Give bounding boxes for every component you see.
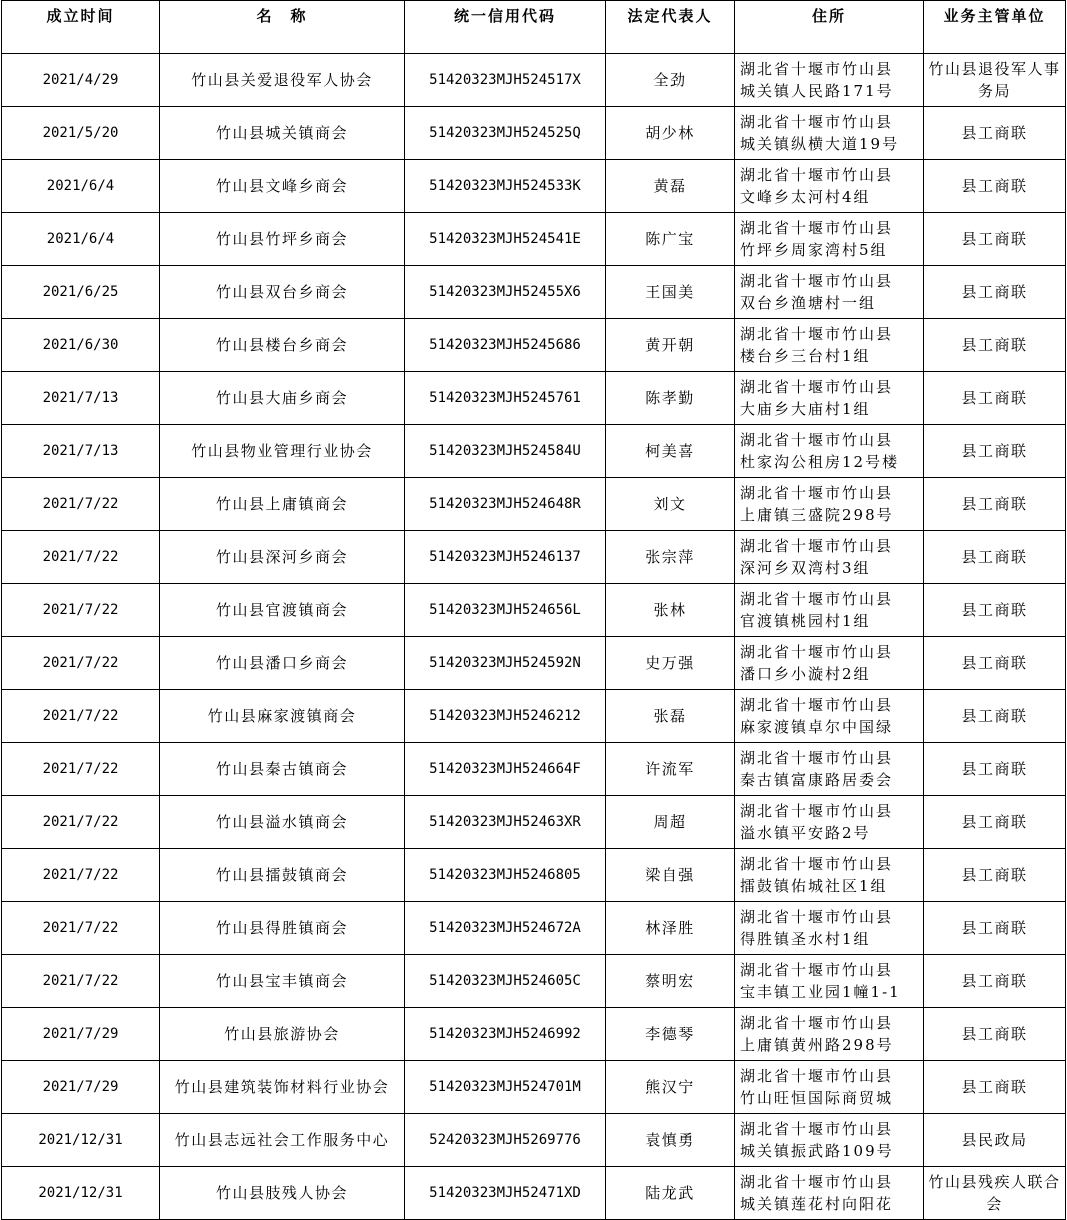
cell-name: 竹山县文峰乡商会 [160, 160, 405, 213]
address-line-2: 深河乡双湾村3组 [740, 559, 871, 577]
cell-name: 竹山县宝丰镇商会 [160, 955, 405, 1008]
cell-representative: 刘文 [606, 478, 735, 531]
cell-supervisor: 县工商联 [924, 531, 1066, 584]
cell-code: 51420323MJH5246805 [405, 849, 606, 902]
address-line-2: 秦古镇富康路居委会 [740, 771, 894, 789]
cell-code: 51420323MJH524541E [405, 213, 606, 266]
address-line-2: 楼台乡三台村1组 [740, 347, 871, 365]
cell-name: 竹山县关爱退役军人协会 [160, 54, 405, 107]
address-line-1: 湖北省十堰市竹山县 [740, 696, 894, 714]
cell-address [735, 1061, 924, 1114]
cell-code: 51420323MJH52455X6 [405, 266, 606, 319]
cell-name: 竹山县溢水镇商会 [160, 796, 405, 849]
cell-supervisor: 县工商联 [924, 1008, 1066, 1061]
address-line-2: 城关镇莲花村向阳花 [740, 1195, 894, 1213]
cell-supervisor: 县工商联 [924, 160, 1066, 213]
address-line-1: 湖北省十堰市竹山县 [740, 908, 894, 926]
table-row [2, 1167, 1066, 1220]
address-line-1: 湖北省十堰市竹山县 [740, 961, 894, 979]
cell-name: 竹山县竹坪乡商会 [160, 213, 405, 266]
cell-supervisor: 竹山县残疾人联合会 [924, 1167, 1066, 1220]
cell-name: 竹山县得胜镇商会 [160, 902, 405, 955]
header-supervisor: 业务主管单位 [924, 1, 1066, 54]
cell-date: 2021/12/31 [2, 1167, 160, 1220]
address-line-1: 湖北省十堰市竹山县 [740, 855, 894, 873]
table-row [2, 266, 1066, 319]
cell-code: 51420323MJH5246992 [405, 1008, 606, 1061]
table-row [2, 478, 1066, 531]
address-line-2: 杜家沟公租房12号楼 [740, 453, 900, 471]
cell-supervisor: 县工商联 [924, 372, 1066, 425]
cell-representative: 全劲 [606, 54, 735, 107]
cell-code: 51420323MJH524517X [405, 54, 606, 107]
address-line-1: 湖北省十堰市竹山县 [740, 325, 894, 343]
table-row [2, 584, 1066, 637]
address-line-2: 溢水镇平安路2号 [740, 824, 871, 842]
cell-representative: 王国美 [606, 266, 735, 319]
cell-date: 2021/5/20 [2, 107, 160, 160]
cell-representative: 蔡明宏 [606, 955, 735, 1008]
address-line-1: 湖北省十堰市竹山县 [740, 113, 894, 131]
table-row [2, 54, 1066, 107]
cell-code: 51420323MJH524664F [405, 743, 606, 796]
address-line-1: 湖北省十堰市竹山县 [740, 60, 894, 78]
header-address: 住所 [735, 1, 924, 54]
cell-code: 51420323MJH524605C [405, 955, 606, 1008]
table-row [2, 955, 1066, 1008]
address-line-1: 湖北省十堰市竹山县 [740, 378, 894, 396]
cell-code: 51420323MJH524592N [405, 637, 606, 690]
cell-representative: 李德琴 [606, 1008, 735, 1061]
registry-table [1, 0, 1066, 1220]
cell-name: 竹山县肢残人协会 [160, 1167, 405, 1220]
cell-address [735, 266, 924, 319]
cell-name: 竹山县官渡镇商会 [160, 584, 405, 637]
address-line-1: 湖北省十堰市竹山县 [740, 1120, 894, 1138]
table-row [2, 849, 1066, 902]
cell-date: 2021/6/30 [2, 319, 160, 372]
cell-code: 51420323MJH5246137 [405, 531, 606, 584]
cell-date: 2021/4/29 [2, 54, 160, 107]
cell-representative: 张磊 [606, 690, 735, 743]
cell-representative: 黄开朝 [606, 319, 735, 372]
address-line-2: 大庙乡大庙村1组 [740, 400, 871, 418]
table-row [2, 1114, 1066, 1167]
cell-supervisor: 县工商联 [924, 743, 1066, 796]
cell-date: 2021/12/31 [2, 1114, 160, 1167]
header-name: 名 称 [160, 1, 405, 54]
table-row [2, 160, 1066, 213]
address-line-1: 湖北省十堰市竹山县 [740, 1173, 894, 1191]
cell-code: 51420323MJH52463XR [405, 796, 606, 849]
cell-address [735, 531, 924, 584]
header-date: 成立时间 [2, 1, 160, 54]
cell-supervisor: 县工商联 [924, 107, 1066, 160]
cell-supervisor: 县工商联 [924, 690, 1066, 743]
cell-code: 51420323MJH52471XD [405, 1167, 606, 1220]
address-line-2: 麻家渡镇卓尔中国绿 [740, 718, 894, 736]
cell-name: 竹山县大庙乡商会 [160, 372, 405, 425]
cell-address [735, 690, 924, 743]
address-line-2: 城关镇纵横大道19号 [740, 135, 900, 153]
cell-address [735, 955, 924, 1008]
cell-address [735, 160, 924, 213]
cell-address [735, 425, 924, 478]
address-line-2: 竹坪乡周家湾村5组 [740, 241, 888, 259]
cell-supervisor: 县工商联 [924, 266, 1066, 319]
address-line-2: 文峰乡太河村4组 [740, 188, 871, 206]
cell-representative: 熊汉宁 [606, 1061, 735, 1114]
cell-address [735, 902, 924, 955]
cell-date: 2021/7/29 [2, 1008, 160, 1061]
address-line-2: 双台乡渔塘村一组 [740, 294, 877, 312]
table-row [2, 1061, 1066, 1114]
address-line-2: 官渡镇桃园村1组 [740, 612, 871, 630]
cell-name: 竹山县楼台乡商会 [160, 319, 405, 372]
table-row [2, 531, 1066, 584]
cell-supervisor: 县工商联 [924, 955, 1066, 1008]
table-row [2, 902, 1066, 955]
cell-representative: 黄磊 [606, 160, 735, 213]
table-row [2, 690, 1066, 743]
table-body [2, 54, 1066, 1220]
cell-address [735, 372, 924, 425]
cell-code: 51420323MJH5245761 [405, 372, 606, 425]
cell-name: 竹山县潘口乡商会 [160, 637, 405, 690]
cell-address [735, 319, 924, 372]
cell-code: 51420323MJH524656L [405, 584, 606, 637]
cell-representative: 柯美喜 [606, 425, 735, 478]
table-row [2, 425, 1066, 478]
cell-supervisor: 县工商联 [924, 319, 1066, 372]
cell-representative: 袁慎勇 [606, 1114, 735, 1167]
table-row [2, 319, 1066, 372]
cell-name: 竹山县上庸镇商会 [160, 478, 405, 531]
cell-name: 竹山县城关镇商会 [160, 107, 405, 160]
table-row [2, 372, 1066, 425]
cell-date: 2021/7/22 [2, 902, 160, 955]
cell-representative: 许流军 [606, 743, 735, 796]
table-row [2, 637, 1066, 690]
cell-name: 竹山县物业管理行业协会 [160, 425, 405, 478]
cell-supervisor: 县工商联 [924, 478, 1066, 531]
cell-date: 2021/7/22 [2, 531, 160, 584]
header-code: 统一信用代码 [405, 1, 606, 54]
cell-representative: 史万强 [606, 637, 735, 690]
cell-representative: 周超 [606, 796, 735, 849]
cell-address [735, 849, 924, 902]
cell-code: 51420323MJH524525Q [405, 107, 606, 160]
cell-date: 2021/7/22 [2, 637, 160, 690]
cell-supervisor: 县工商联 [924, 584, 1066, 637]
cell-supervisor: 县民政局 [924, 1114, 1066, 1167]
cell-representative: 陆龙武 [606, 1167, 735, 1220]
address-line-1: 湖北省十堰市竹山县 [740, 431, 894, 449]
address-line-1: 湖北省十堰市竹山县 [740, 590, 894, 608]
cell-address [735, 637, 924, 690]
cell-representative: 陈广宝 [606, 213, 735, 266]
cell-supervisor: 县工商联 [924, 637, 1066, 690]
cell-date: 2021/6/4 [2, 213, 160, 266]
cell-address [735, 1114, 924, 1167]
cell-date: 2021/7/13 [2, 425, 160, 478]
address-line-2: 潘口乡小漩村2组 [740, 665, 871, 683]
cell-date: 2021/7/22 [2, 690, 160, 743]
cell-supervisor: 竹山县退役军人事务局 [924, 54, 1066, 107]
address-line-1: 湖北省十堰市竹山县 [740, 166, 894, 184]
table-row [2, 796, 1066, 849]
table-row [2, 743, 1066, 796]
header-representative: 法定代表人 [606, 1, 735, 54]
cell-code: 51420323MJH524533K [405, 160, 606, 213]
address-line-1: 湖北省十堰市竹山县 [740, 1067, 894, 1085]
address-line-1: 湖北省十堰市竹山县 [740, 537, 894, 555]
cell-name: 竹山县旅游协会 [160, 1008, 405, 1061]
cell-name: 竹山县麻家渡镇商会 [160, 690, 405, 743]
cell-address [735, 478, 924, 531]
cell-representative: 张林 [606, 584, 735, 637]
cell-supervisor: 县工商联 [924, 213, 1066, 266]
cell-name: 竹山县建筑装饰材料行业协会 [160, 1061, 405, 1114]
cell-name: 竹山县志远社会工作服务中心 [160, 1114, 405, 1167]
address-line-1: 湖北省十堰市竹山县 [740, 802, 894, 820]
cell-representative: 陈孝勤 [606, 372, 735, 425]
cell-representative: 胡少林 [606, 107, 735, 160]
cell-date: 2021/7/13 [2, 372, 160, 425]
cell-code: 51420323MJH5245686 [405, 319, 606, 372]
table-row [2, 213, 1066, 266]
address-line-2: 城关镇人民路171号 [740, 82, 894, 100]
cell-code: 51420323MJH524701M [405, 1061, 606, 1114]
cell-representative: 梁自强 [606, 849, 735, 902]
cell-date: 2021/7/22 [2, 743, 160, 796]
cell-address [735, 1008, 924, 1061]
cell-address [735, 213, 924, 266]
cell-date: 2021/7/22 [2, 849, 160, 902]
cell-date: 2021/7/22 [2, 478, 160, 531]
cell-supervisor: 县工商联 [924, 1061, 1066, 1114]
cell-address [735, 796, 924, 849]
address-line-2: 擂鼓镇佑城社区1组 [740, 877, 888, 895]
table-row [2, 1008, 1066, 1061]
cell-name: 竹山县深河乡商会 [160, 531, 405, 584]
cell-date: 2021/7/22 [2, 796, 160, 849]
cell-code: 52420323MJH5269776 [405, 1114, 606, 1167]
cell-address [735, 743, 924, 796]
header-row [2, 1, 1066, 54]
table-row [2, 107, 1066, 160]
address-line-2: 上庸镇黄州路298号 [740, 1036, 894, 1054]
cell-name: 竹山县擂鼓镇商会 [160, 849, 405, 902]
cell-address [735, 107, 924, 160]
cell-representative: 林泽胜 [606, 902, 735, 955]
cell-supervisor: 县工商联 [924, 425, 1066, 478]
cell-date: 2021/6/4 [2, 160, 160, 213]
cell-date: 2021/6/25 [2, 266, 160, 319]
cell-date: 2021/7/29 [2, 1061, 160, 1114]
address-line-2: 上庸镇三盛院298号 [740, 506, 894, 524]
cell-code: 51420323MJH5246212 [405, 690, 606, 743]
address-line-1: 湖北省十堰市竹山县 [740, 749, 894, 767]
cell-address [735, 54, 924, 107]
address-line-2: 城关镇振武路109号 [740, 1142, 894, 1160]
address-line-1: 湖北省十堰市竹山县 [740, 484, 894, 502]
cell-representative: 张宗萍 [606, 531, 735, 584]
address-line-2: 宝丰镇工业园1幢1-1 [740, 983, 901, 1001]
cell-date: 2021/7/22 [2, 955, 160, 1008]
cell-code: 51420323MJH524672A [405, 902, 606, 955]
cell-name: 竹山县秦古镇商会 [160, 743, 405, 796]
address-line-2: 竹山旺恒国际商贸城 [740, 1089, 894, 1107]
cell-supervisor: 县工商联 [924, 849, 1066, 902]
address-line-2: 得胜镇圣水村1组 [740, 930, 871, 948]
cell-code: 51420323MJH524648R [405, 478, 606, 531]
cell-name: 竹山县双台乡商会 [160, 266, 405, 319]
cell-code: 51420323MJH524584U [405, 425, 606, 478]
cell-supervisor: 县工商联 [924, 902, 1066, 955]
address-line-1: 湖北省十堰市竹山县 [740, 219, 894, 237]
cell-address [735, 1167, 924, 1220]
cell-address [735, 584, 924, 637]
address-line-1: 湖北省十堰市竹山县 [740, 272, 894, 290]
address-line-1: 湖北省十堰市竹山县 [740, 643, 894, 661]
cell-date: 2021/7/22 [2, 584, 160, 637]
address-line-1: 湖北省十堰市竹山县 [740, 1014, 894, 1032]
cell-supervisor: 县工商联 [924, 796, 1066, 849]
